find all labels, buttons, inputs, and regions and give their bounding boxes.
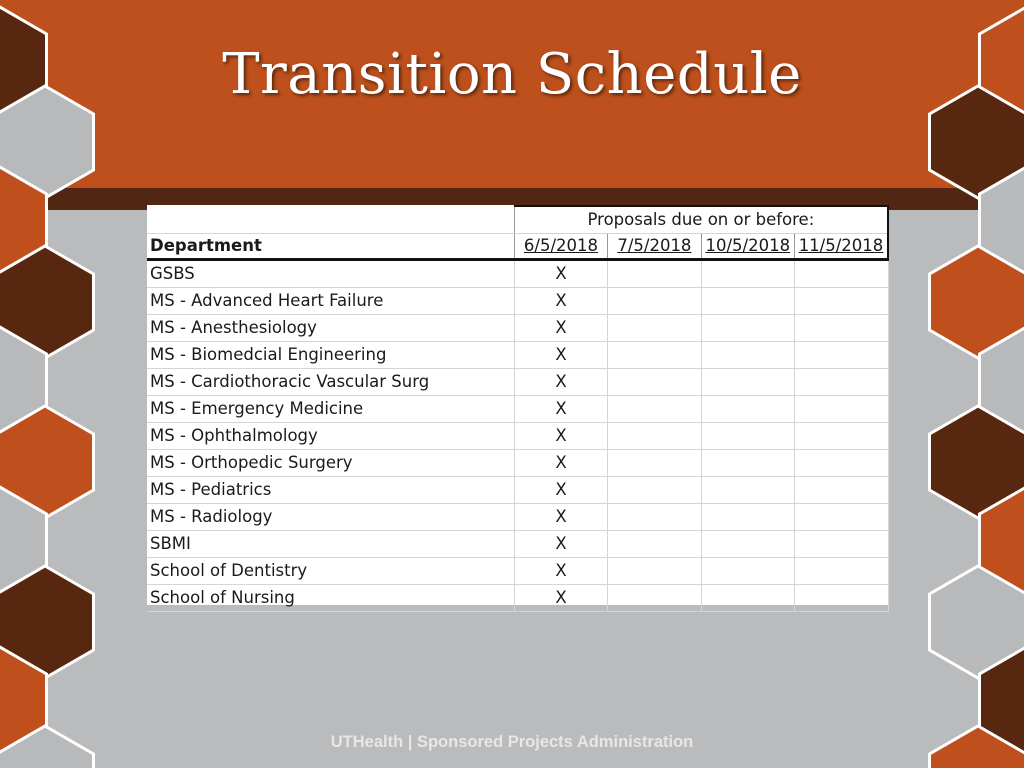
date-mark-cell — [608, 477, 701, 504]
date-mark-cell: X — [514, 504, 607, 531]
date-mark-cell — [608, 504, 701, 531]
date-mark-cell: X — [514, 450, 607, 477]
date-mark-cell — [795, 450, 889, 477]
date-mark-cell — [701, 504, 794, 531]
department-cell: MS - Radiology — [147, 504, 514, 531]
date-mark-cell — [608, 260, 701, 288]
department-cell: MS - Ophthalmology — [147, 423, 514, 450]
date-mark-cell: X — [514, 315, 607, 342]
hexagon-shape — [930, 566, 1024, 678]
date-mark-cell: X — [514, 423, 607, 450]
date-mark-cell — [795, 585, 889, 612]
date-mark-cell — [608, 288, 701, 315]
table-row — [147, 450, 888, 477]
date-header: 7/5/2018 — [608, 234, 701, 260]
table-row — [147, 342, 888, 369]
table-row — [147, 585, 888, 612]
date-mark-cell — [795, 504, 889, 531]
date-mark-cell — [701, 531, 794, 558]
department-cell: SBMI — [147, 531, 514, 558]
date-mark-cell — [701, 396, 794, 423]
date-mark-cell — [701, 288, 794, 315]
date-mark-cell — [608, 423, 701, 450]
date-mark-cell: X — [514, 288, 607, 315]
column-header-row — [147, 234, 888, 260]
blank-cell — [147, 206, 514, 234]
department-cell: MS - Anesthesiology — [147, 315, 514, 342]
date-mark-cell — [608, 342, 701, 369]
date-mark-cell — [795, 369, 889, 396]
left-hexagon-decoration — [0, 0, 110, 768]
date-header: 10/5/2018 — [701, 234, 794, 260]
department-cell: MS - Biomedcial Engineering — [147, 342, 514, 369]
table-row — [147, 396, 888, 423]
date-mark-cell — [795, 477, 889, 504]
table-row — [147, 260, 888, 288]
table-row — [147, 504, 888, 531]
date-mark-cell — [795, 558, 889, 585]
date-mark-cell — [795, 396, 889, 423]
date-header: 6/5/2018 — [514, 234, 607, 260]
slide-title: Transition Schedule — [222, 42, 802, 107]
date-mark-cell: X — [514, 260, 607, 288]
date-mark-cell — [795, 531, 889, 558]
date-mark-cell — [608, 531, 701, 558]
department-cell: MS - Cardiothoracic Vascular Surg — [147, 369, 514, 396]
schedule-table — [147, 205, 889, 612]
date-mark-cell — [701, 558, 794, 585]
department-cell: MS - Emergency Medicine — [147, 396, 514, 423]
date-mark-cell — [795, 315, 889, 342]
date-mark-cell — [701, 423, 794, 450]
date-mark-cell — [608, 450, 701, 477]
table-row — [147, 477, 888, 504]
date-mark-cell — [701, 342, 794, 369]
date-mark-cell — [701, 315, 794, 342]
table-row — [147, 423, 888, 450]
hexagon-shape — [980, 486, 1024, 598]
date-mark-cell: X — [514, 342, 607, 369]
date-mark-cell — [701, 477, 794, 504]
hexagon-shape — [930, 406, 1024, 518]
date-mark-cell — [608, 315, 701, 342]
table-row — [147, 558, 888, 585]
hexagon-shape — [980, 326, 1024, 438]
table-row — [147, 315, 888, 342]
date-mark-cell — [701, 260, 794, 288]
date-mark-cell — [701, 450, 794, 477]
date-mark-cell: X — [514, 369, 607, 396]
date-mark-cell — [795, 260, 889, 288]
date-mark-cell: X — [514, 558, 607, 585]
department-header: Department — [147, 234, 514, 260]
date-mark-cell: X — [514, 477, 607, 504]
hexagon-shape — [930, 246, 1024, 358]
table-row — [147, 369, 888, 396]
department-cell: MS - Advanced Heart Failure — [147, 288, 514, 315]
table-row — [147, 288, 888, 315]
date-mark-cell — [795, 423, 889, 450]
date-header: 11/5/2018 — [795, 234, 889, 260]
department-cell: MS - Orthopedic Surgery — [147, 450, 514, 477]
department-cell: School of Dentistry — [147, 558, 514, 585]
footer-text: UTHealth | Sponsored Projects Administration — [330, 733, 694, 751]
date-mark-cell — [608, 369, 701, 396]
department-cell: GSBS — [147, 260, 514, 288]
date-mark-cell: X — [514, 585, 607, 612]
group-header-row — [147, 206, 888, 234]
date-mark-cell: X — [514, 396, 607, 423]
department-cell: School of Nursing — [147, 585, 514, 612]
group-header: Proposals due on or before: — [514, 206, 888, 234]
schedule-spreadsheet — [147, 205, 889, 605]
department-cell: MS - Pediatrics — [147, 477, 514, 504]
date-mark-cell — [608, 585, 701, 612]
date-mark-cell: X — [514, 531, 607, 558]
date-mark-cell — [701, 369, 794, 396]
date-mark-cell — [608, 558, 701, 585]
date-mark-cell — [701, 585, 794, 612]
date-mark-cell — [795, 288, 889, 315]
date-mark-cell — [608, 396, 701, 423]
date-mark-cell — [795, 342, 889, 369]
table-row — [147, 531, 888, 558]
